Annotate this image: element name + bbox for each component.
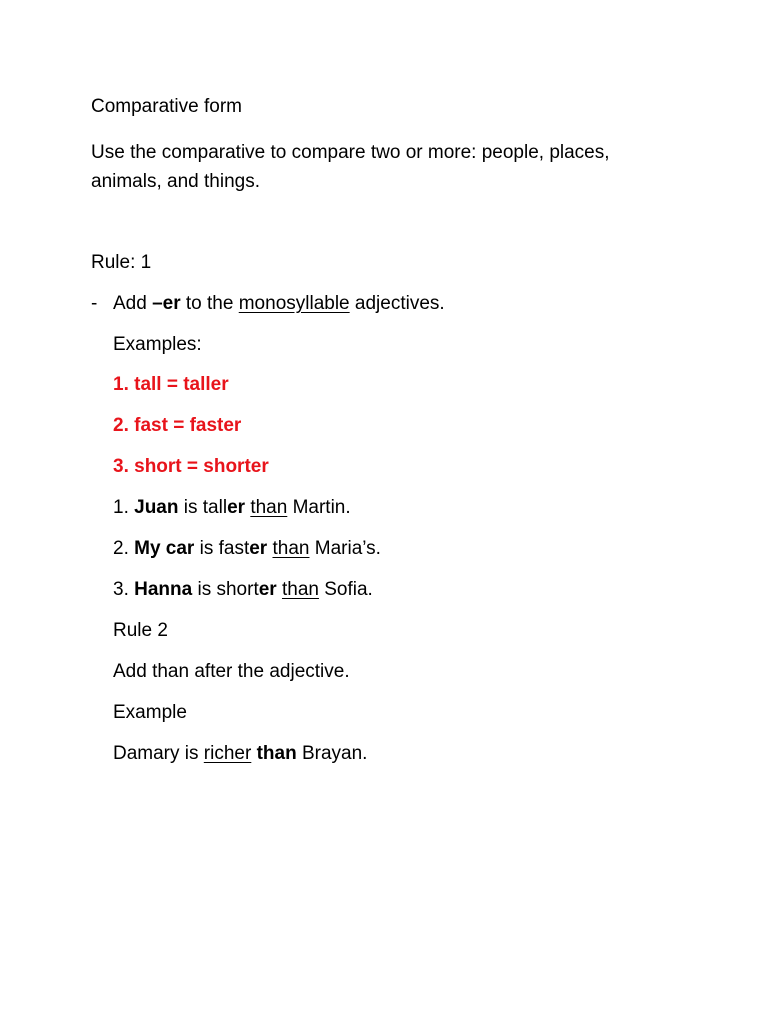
sentence-subject: Hanna (134, 579, 193, 600)
page-title: Comparative form (91, 96, 242, 117)
instruction-mid: to the (180, 293, 239, 314)
monosyllable-term: monosyllable (238, 293, 350, 314)
suffix-er: –er (152, 293, 181, 314)
sentence-suffix: er (258, 579, 277, 600)
sentence-than: than (272, 538, 310, 559)
sentence-verb-adjective: is tall (178, 497, 228, 518)
sentence-than: than (250, 497, 288, 518)
examples-label: Examples: (113, 334, 202, 355)
instruction-pre: Add (113, 293, 153, 314)
rule-2-instruction: Add than after the adjective. (113, 661, 350, 682)
red-example-1: 1. tall = taller (113, 374, 229, 395)
red-example-3: 3. short = shorter (113, 456, 269, 477)
sentence-verb-adjective: is short (192, 579, 259, 600)
example-pre: Damary is (113, 743, 204, 764)
sentence-number: 3. (113, 579, 135, 600)
sentence-verb-adjective: is fast (194, 538, 250, 559)
rule-1-instruction (91, 292, 445, 316)
example-sentence-2 (113, 537, 381, 561)
bullet-dash: - (91, 293, 98, 314)
rule-2-example-label: Example (113, 702, 187, 723)
sentence-number: 1. (113, 497, 135, 518)
sentence-end: Maria’s. (309, 538, 381, 559)
sentence-end: Martin. (287, 497, 351, 518)
example-adjective: richer (203, 743, 252, 764)
sentence-number: 2. (113, 538, 135, 559)
red-example-2: 2. fast = faster (113, 415, 242, 436)
sentence-end: Sofia. (318, 579, 373, 600)
example-sentence-1 (113, 496, 351, 520)
sentence-than: than (281, 579, 319, 600)
example-sentence-3 (113, 578, 373, 602)
example-than: than (256, 743, 297, 764)
intro-line-1: Use the comparative to compare two or more: people, places, (91, 142, 610, 163)
example-post: Brayan. (296, 743, 368, 764)
sentence-subject: My car (134, 538, 195, 559)
rule-2-example-sentence (113, 742, 367, 766)
rule-1-heading: Rule: 1 (91, 252, 152, 273)
sentence-suffix: er (249, 538, 268, 559)
instruction-post: adjectives. (349, 293, 445, 314)
rule-2-heading: Rule 2 (113, 620, 168, 641)
sentence-suffix: er (227, 497, 246, 518)
intro-line-2: animals, and things. (91, 171, 260, 192)
sentence-subject: Juan (134, 497, 179, 518)
